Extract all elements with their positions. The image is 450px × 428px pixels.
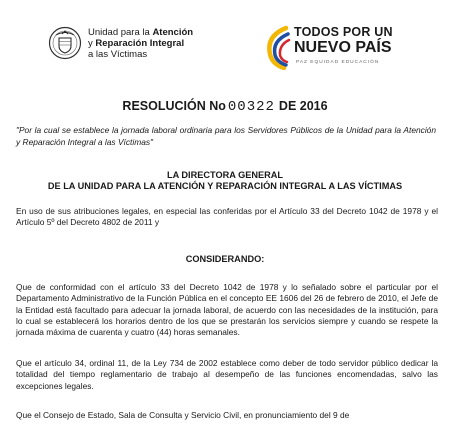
resolution-subtitle: "Por la cual se establece la jornada laboral ordinaria para los Servidores Públicos de la Unidad para la Atención y Reparación Integral a las Víctimas" [16,125,436,147]
colombia-coat-of-arms-icon [48,26,82,60]
logo-left-line2: y [88,38,96,49]
resolution-title [0,99,450,115]
paragraph-consejo-de-estado: Que el Consejo de Estado, Sala de Consulta y Servicio Civil, en pronunciamiento del 9 de [16,410,350,420]
logo-left-line3: a las Víctimas [88,49,148,60]
paragraph-decree-1042: Que de conformidad con el artículo 33 del Decreto 1042 de 1978 y lo señalado sobre el particular por el Departamento Administrativo de la Función Pública en el concepto EE 1606 del 26 de febrero de 2010, el Jefe de la Entidad está facultado para adecuar la jornada laboral, de acuerdo con las necesidades de la institución, para lo cual se establecerá los horarios dentro de los que se prestarán los servicios siempre y cuando se respete la jornada máxima de cuarenta y cuatro (44) horas semanales. [16,282,438,338]
victims-unit-logo [48,26,223,66]
logo-left-line2-bold: Reparación Integral [95,38,185,49]
logo-right-tagline: PAZ EQUIDAD EDUCACIÓN [296,60,380,65]
victims-unit-name [88,27,193,60]
logo-right-line1: TODOS POR UN [294,25,393,39]
logo-left-line1-bold: Atención [152,27,194,38]
paragraph-law-734: Que el artículo 34, ordinal 11, de la Ley 734 de 2002 establece como deber de todo servidor público dedicar la totalidad del tiempo reglamentario de trabajo al desempeño de las funciones encomendadas, salvo las excepciones legales. [16,358,438,391]
resolution-prefix: RESOLUCIÓN No [122,99,226,113]
logo-left-line1: Unidad para la [88,27,153,38]
todos-por-un-nuevo-pais-logo [262,24,422,72]
issuer-heading-line1: LA DIRECTORA GENERAL [166,170,284,180]
swoosh-logo-icon [262,24,292,70]
paragraph-attributions: En uso de sus atribuciones legales, en especial las conferidas por el Artículo 33 del Decreto 1042 de 1978 y el Artículo 5º del Decreto 4802 de 2011 y [16,206,438,228]
logo-right-line2: NUEVO PAÍS [294,39,392,56]
issuer-heading-line2: DE LA UNIDAD PARA LA ATENCIÓN Y REPARACIÓN INTEGRAL A LAS VÍCTIMAS [47,181,403,191]
considerando-heading: CONSIDERANDO: [185,254,265,264]
resolution-number: 00322 [227,99,275,115]
resolution-year: DE 2016 [278,99,328,113]
